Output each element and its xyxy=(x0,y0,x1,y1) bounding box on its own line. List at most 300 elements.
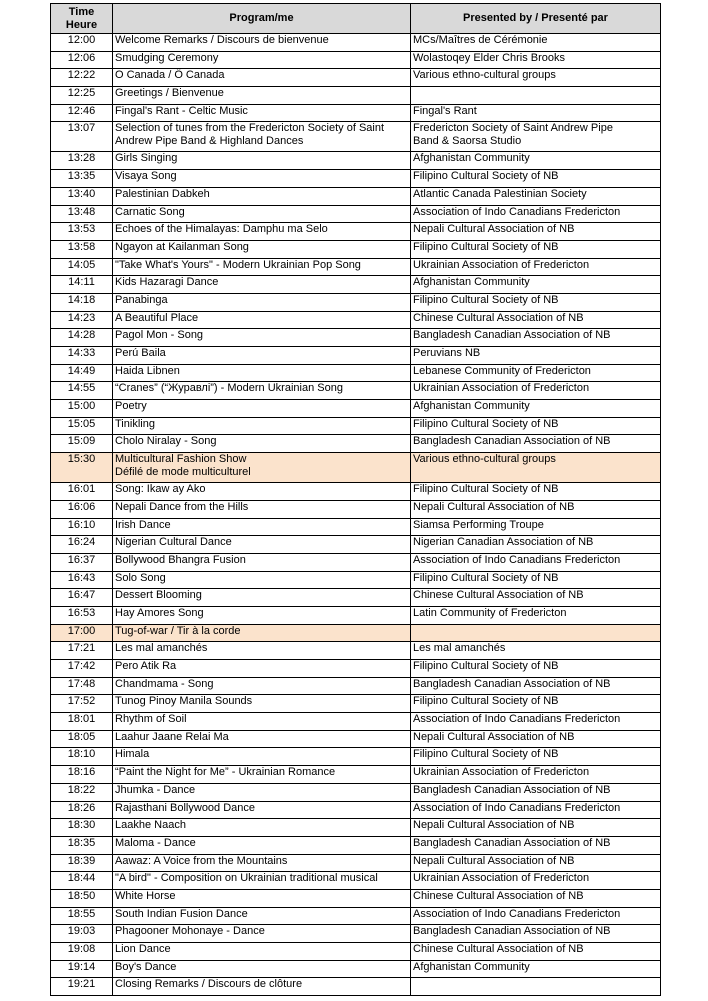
program-cell xyxy=(113,311,411,329)
program-text: Tunog Pinoy Manila Sounds xyxy=(115,695,253,708)
program-text: Tinikling xyxy=(115,417,155,430)
schedule-row xyxy=(51,624,661,642)
program-cell xyxy=(113,104,411,122)
time-cell: 16:43 xyxy=(51,571,113,589)
program-cell xyxy=(113,925,411,943)
program-cell xyxy=(113,382,411,400)
schedule-row xyxy=(51,187,661,205)
time-cell: 16:47 xyxy=(51,589,113,607)
program-text: Rhythm of Soil xyxy=(115,713,187,726)
schedule-row xyxy=(51,240,661,258)
presenter-text: Association of Indo Canadians Fredericton xyxy=(413,205,621,218)
time-cell: 17:48 xyxy=(51,677,113,695)
presenter-text: Filipino Cultural Society of NB xyxy=(413,293,559,306)
presenter-text: Chinese Cultural Association of NB xyxy=(413,943,584,955)
program-cell xyxy=(113,677,411,695)
program-cell xyxy=(113,660,411,678)
schedule-row xyxy=(51,713,661,731)
program-cell xyxy=(113,205,411,223)
program-cell xyxy=(113,854,411,872)
program-text: Laakhe Naach xyxy=(115,819,186,832)
program-text: Andrew Pipe Band & Highland Dances xyxy=(115,135,304,148)
program-cell xyxy=(113,624,411,642)
time-cell: 13:48 xyxy=(51,205,113,223)
presenter-cell xyxy=(411,836,661,854)
schedule-row xyxy=(51,660,661,678)
time-cell: 12:22 xyxy=(51,69,113,87)
presenter-cell xyxy=(411,382,661,400)
presenter-cell xyxy=(411,51,661,69)
program-text: “Cranes” (“Журавлі”) - Modern Ukrainian Song xyxy=(115,382,343,395)
program-cell xyxy=(113,347,411,365)
program-cell xyxy=(113,276,411,294)
time-cell: 16:10 xyxy=(51,518,113,536)
presenter-cell xyxy=(411,925,661,943)
program-text: Kids Hazaragi Dance xyxy=(115,276,219,289)
presenter-text: Chinese Cultural Association of NB xyxy=(413,889,584,902)
presenter-text: Filipino Cultural Society of NB xyxy=(413,695,559,708)
schedule-row xyxy=(51,400,661,418)
time-cell: 12:25 xyxy=(51,87,113,105)
time-cell: 17:21 xyxy=(51,642,113,660)
schedule-row xyxy=(51,122,661,152)
program-cell xyxy=(113,766,411,784)
time-cell: 17:00 xyxy=(51,624,113,642)
presenter-text: MCs/Maîtres de Cérémonie xyxy=(413,34,548,46)
program-header: Program/me xyxy=(113,4,411,34)
presenter-cell xyxy=(411,435,661,453)
time-cell: 15:00 xyxy=(51,400,113,418)
time-cell: 13:35 xyxy=(51,170,113,188)
time-cell: 15:30 xyxy=(51,453,113,483)
program-text: Lion Dance xyxy=(115,943,171,955)
schedule-body xyxy=(51,34,661,996)
schedule-row xyxy=(51,205,661,223)
time-cell: 16:01 xyxy=(51,483,113,501)
presenter-cell xyxy=(411,589,661,607)
schedule-row xyxy=(51,329,661,347)
presenter-text: Lebanese Community of Fredericton xyxy=(413,364,591,377)
time-cell: 18:55 xyxy=(51,907,113,925)
presenter-text: Filipino Cultural Society of NB xyxy=(413,170,559,183)
program-cell xyxy=(113,943,411,961)
program-text: Welcome Remarks / Discours de bienvenue xyxy=(115,34,329,46)
time-cell: 13:53 xyxy=(51,223,113,241)
presenter-text: Chinese Cultural Association of NB xyxy=(413,589,584,602)
program-cell xyxy=(113,240,411,258)
presenter-cell xyxy=(411,730,661,748)
schedule-row xyxy=(51,889,661,907)
program-text: Pero Atik Ra xyxy=(115,660,177,672)
presenter-cell xyxy=(411,34,661,52)
presenter-cell xyxy=(411,483,661,501)
presenter-text: Bangladesh Canadian Association of NB xyxy=(413,329,611,342)
program-cell xyxy=(113,170,411,188)
presenter-cell xyxy=(411,766,661,784)
presenter-text: Bangladesh Canadian Association of NB xyxy=(413,677,611,690)
time-cell: 12:46 xyxy=(51,104,113,122)
time-cell: 18:16 xyxy=(51,766,113,784)
presenter-text: Association of Indo Canadians Fredericton xyxy=(413,553,621,566)
presenter-text: Association of Indo Canadians Fredericton xyxy=(413,907,621,920)
schedule-row xyxy=(51,589,661,607)
program-cell xyxy=(113,258,411,276)
program-text: "A bird" - Composition on Ukrainian traditional musical xyxy=(115,872,378,885)
schedule-row xyxy=(51,854,661,872)
header-row xyxy=(51,4,661,34)
schedule-row xyxy=(51,872,661,890)
presenter-cell xyxy=(411,69,661,87)
time-cell: 19:03 xyxy=(51,925,113,943)
time-cell: 18:01 xyxy=(51,713,113,731)
program-text: Les mal amanchés xyxy=(115,642,208,655)
time-cell: 19:08 xyxy=(51,943,113,961)
presenter-text: Atlantic Canada Palestinian Society xyxy=(413,187,587,200)
program-text: Dessert Blooming xyxy=(115,589,202,602)
program-text: Laahur Jaane Relai Ma xyxy=(115,730,229,743)
presenter-cell xyxy=(411,170,661,188)
presenter-cell xyxy=(411,960,661,978)
program-text: Smudging Ceremony xyxy=(115,51,219,64)
presenter-cell xyxy=(411,642,661,660)
time-cell: 18:50 xyxy=(51,889,113,907)
program-cell xyxy=(113,518,411,536)
schedule-row xyxy=(51,104,661,122)
schedule-row xyxy=(51,695,661,713)
program-text: Nepali Dance from the Hills xyxy=(115,500,249,513)
program-cell xyxy=(113,872,411,890)
program-text: South Indian Fusion Dance xyxy=(115,907,248,920)
presenter-cell xyxy=(411,872,661,890)
presenter-cell xyxy=(411,104,661,122)
presenter-cell xyxy=(411,553,661,571)
program-text: Tug-of-war / Tir à la corde xyxy=(115,624,241,637)
presenter-cell xyxy=(411,571,661,589)
time-cell: 19:21 xyxy=(51,978,113,996)
schedule-row xyxy=(51,453,661,483)
presenter-cell xyxy=(411,889,661,907)
presenter-text: Ukrainian Association of Fredericton xyxy=(413,766,590,779)
program-text: Carnatic Song xyxy=(115,205,185,218)
program-text: Nigerian Cultural Dance xyxy=(115,536,232,549)
presenter-cell xyxy=(411,364,661,382)
presenter-text: Nigerian Canadian Association of NB xyxy=(413,536,594,549)
presenter-cell xyxy=(411,417,661,435)
presenter-cell xyxy=(411,783,661,801)
program-text: A Beautiful Place xyxy=(115,311,199,324)
program-text: Visaya Song xyxy=(115,170,177,183)
schedule-row xyxy=(51,223,661,241)
presenter-cell xyxy=(411,347,661,365)
schedule-row xyxy=(51,347,661,365)
presenter-text: Siamsa Performing Troupe xyxy=(413,518,544,531)
schedule-row xyxy=(51,51,661,69)
presenter-text: Fingal's Rant xyxy=(413,104,477,117)
time-cell: 12:06 xyxy=(51,51,113,69)
program-text: White Horse xyxy=(115,889,176,902)
presenter-text: Afghanistan Community xyxy=(413,400,530,413)
presenter-text: Association of Indo Canadians Fredericton xyxy=(413,801,621,814)
program-cell xyxy=(113,329,411,347)
presenter-text: Nepali Cultural Association of NB xyxy=(413,730,575,743)
schedule-row xyxy=(51,258,661,276)
program-text: Girls Singing xyxy=(115,152,178,165)
presenter-cell xyxy=(411,152,661,170)
program-text: Jhumka - Dance xyxy=(115,783,196,796)
program-cell xyxy=(113,152,411,170)
schedule-row xyxy=(51,677,661,695)
presenter-cell xyxy=(411,122,661,152)
program-text: Selection of tunes from the Fredericton Society of Saint xyxy=(115,122,385,135)
presenter-text: Afghanistan Community xyxy=(413,152,530,165)
presenter-cell xyxy=(411,400,661,418)
program-text: O Canada / Ô Canada xyxy=(115,69,225,82)
schedule-row xyxy=(51,34,661,52)
presenter-text: Ukrainian Association of Fredericton xyxy=(413,872,590,885)
schedule-row xyxy=(51,730,661,748)
program-text: “Paint the Night for Me” - Ukrainian Romance xyxy=(115,766,336,779)
time-cell: 16:37 xyxy=(51,553,113,571)
time-cell: 14:55 xyxy=(51,382,113,400)
program-cell xyxy=(113,364,411,382)
time-cell: 18:30 xyxy=(51,819,113,837)
presenter-cell xyxy=(411,453,661,483)
schedule-row xyxy=(51,571,661,589)
time-header-line2: Heure xyxy=(65,18,98,31)
program-cell xyxy=(113,500,411,518)
program-text: Perú Baila xyxy=(115,347,166,359)
presenter-text: Filipino Cultural Society of NB xyxy=(413,417,559,430)
program-cell xyxy=(113,907,411,925)
program-cell xyxy=(113,223,411,241)
presenter-cell xyxy=(411,677,661,695)
program-cell xyxy=(113,293,411,311)
presenter-text: Wolastoqey Elder Chris Brooks xyxy=(413,51,566,64)
program-text: Palestinian Dabkeh xyxy=(115,187,210,200)
schedule-row xyxy=(51,87,661,105)
presenter-text: Ukrainian Association of Fredericton xyxy=(413,258,590,271)
schedule-row xyxy=(51,417,661,435)
schedule-row xyxy=(51,606,661,624)
presenter-cell xyxy=(411,87,661,105)
program-cell xyxy=(113,783,411,801)
presenter-text: Bangladesh Canadian Association of NB xyxy=(413,435,611,448)
presenter-cell xyxy=(411,748,661,766)
program-text: Défilé de mode multiculturel xyxy=(115,466,251,479)
schedule-row xyxy=(51,783,661,801)
program-text: Closing Remarks / Discours de clôture xyxy=(115,978,303,991)
program-text: Solo Song xyxy=(115,571,166,584)
program-cell xyxy=(113,435,411,453)
schedule-row xyxy=(51,553,661,571)
program-cell xyxy=(113,642,411,660)
presenter-cell xyxy=(411,223,661,241)
program-cell xyxy=(113,606,411,624)
presenter-cell xyxy=(411,518,661,536)
presenter-text: Les mal amanchés xyxy=(413,642,506,655)
presenter-text: Filipino Cultural Society of NB xyxy=(413,240,559,253)
schedule-row xyxy=(51,836,661,854)
program-text: Ngayon at Kailanman Song xyxy=(115,240,249,253)
time-cell: 18:39 xyxy=(51,854,113,872)
time-cell: 14:05 xyxy=(51,258,113,276)
program-cell xyxy=(113,417,411,435)
schedule-row xyxy=(51,819,661,837)
program-cell xyxy=(113,483,411,501)
presenter-text: Band & Saorsa Studio xyxy=(413,135,522,148)
time-cell: 16:06 xyxy=(51,500,113,518)
schedule-row xyxy=(51,943,661,961)
time-cell: 17:52 xyxy=(51,695,113,713)
presenter-cell xyxy=(411,293,661,311)
presenter-text: Ukrainian Association of Fredericton xyxy=(413,382,590,395)
schedule-row xyxy=(51,311,661,329)
presenter-text: Bangladesh Canadian Association of NB xyxy=(413,925,611,938)
time-cell: 13:58 xyxy=(51,240,113,258)
time-cell: 18:44 xyxy=(51,872,113,890)
schedule-row xyxy=(51,152,661,170)
time-cell: 13:28 xyxy=(51,152,113,170)
presenter-text: Various ethno-cultural groups xyxy=(413,69,556,82)
presenter-text: Nepali Cultural Association of NB xyxy=(413,223,575,236)
program-cell xyxy=(113,713,411,731)
program-text: Boy's Dance xyxy=(115,960,177,973)
schedule-row xyxy=(51,276,661,294)
program-text: Song: Ikaw ay Ako xyxy=(115,483,206,496)
program-cell xyxy=(113,801,411,819)
presenter-text: Chinese Cultural Association of NB xyxy=(413,311,584,324)
presenter-text: Filipino Cultural Society of NB xyxy=(413,483,559,496)
time-cell: 14:23 xyxy=(51,311,113,329)
schedule-row xyxy=(51,536,661,554)
program-text: Aawaz: A Voice from the Mountains xyxy=(115,854,288,867)
presenter-cell xyxy=(411,854,661,872)
program-text: Pagol Mon - Song xyxy=(115,329,204,342)
program-cell xyxy=(113,553,411,571)
time-cell: 18:26 xyxy=(51,801,113,819)
time-cell: 14:18 xyxy=(51,293,113,311)
schedule-table xyxy=(50,3,661,996)
time-cell: 13:40 xyxy=(51,187,113,205)
presenter-cell xyxy=(411,329,661,347)
program-cell xyxy=(113,836,411,854)
schedule-row xyxy=(51,766,661,784)
program-cell xyxy=(113,122,411,152)
presenter-cell xyxy=(411,907,661,925)
time-cell: 15:09 xyxy=(51,435,113,453)
program-cell xyxy=(113,730,411,748)
program-text: Echoes of the Himalayas: Damphu ma Selo xyxy=(115,223,328,236)
schedule-row xyxy=(51,907,661,925)
time-cell: 14:49 xyxy=(51,364,113,382)
schedule-row xyxy=(51,748,661,766)
presenter-cell xyxy=(411,943,661,961)
schedule-row xyxy=(51,293,661,311)
program-text: Bollywood Bhangra Fusion xyxy=(115,553,246,566)
presenter-cell xyxy=(411,205,661,223)
program-cell xyxy=(113,453,411,483)
presenter-cell xyxy=(411,819,661,837)
presenter-cell xyxy=(411,187,661,205)
schedule-row xyxy=(51,364,661,382)
program-cell xyxy=(113,978,411,996)
program-text: Phagooner Mohonaye - Dance xyxy=(115,925,265,938)
program-cell xyxy=(113,819,411,837)
program-text: Irish Dance xyxy=(115,518,171,531)
program-cell xyxy=(113,748,411,766)
presenter-text: Latin Community of Fredericton xyxy=(413,606,567,619)
schedule-row xyxy=(51,483,661,501)
presenter-text: Nepali Cultural Association of NB xyxy=(413,500,575,513)
program-cell xyxy=(113,69,411,87)
program-text: Poetry xyxy=(115,400,147,413)
presenter-cell xyxy=(411,276,661,294)
presenter-cell xyxy=(411,801,661,819)
time-cell: 19:14 xyxy=(51,960,113,978)
time-cell: 18:22 xyxy=(51,783,113,801)
program-cell xyxy=(113,400,411,418)
presenter-cell xyxy=(411,978,661,996)
schedule-row xyxy=(51,978,661,996)
time-cell: 18:35 xyxy=(51,836,113,854)
program-text: Hay Amores Song xyxy=(115,606,204,619)
schedule-row xyxy=(51,500,661,518)
program-text: Haida Libnen xyxy=(115,364,180,377)
presenter-cell xyxy=(411,258,661,276)
program-cell xyxy=(113,51,411,69)
schedule-row xyxy=(51,69,661,87)
presenter-text: Nepali Cultural Association of NB xyxy=(413,819,575,832)
presenter-cell xyxy=(411,240,661,258)
program-cell xyxy=(113,889,411,907)
schedule-row xyxy=(51,801,661,819)
presenter-cell xyxy=(411,536,661,554)
program-text: Fingal's Rant - Celtic Music xyxy=(115,104,248,117)
program-cell xyxy=(113,34,411,52)
program-text: Rajasthani Bollywood Dance xyxy=(115,801,256,814)
time-cell: 16:24 xyxy=(51,536,113,554)
time-header-line1: Time xyxy=(68,5,95,18)
presenter-text: Afghanistan Community xyxy=(413,276,530,289)
presenter-cell xyxy=(411,311,661,329)
time-cell: 17:42 xyxy=(51,660,113,678)
schedule-row xyxy=(51,382,661,400)
program-text: Maloma - Dance xyxy=(115,836,196,849)
presenter-text: Peruvians NB xyxy=(413,347,481,359)
program-text: "Take What's Yours" - Modern Ukrainian Pop Song xyxy=(115,258,361,271)
presenter-header: Presented by / Presenté par xyxy=(411,4,661,34)
program-cell xyxy=(113,87,411,105)
time-cell: 16:53 xyxy=(51,606,113,624)
presenter-text: Association of Indo Canadians Fredericton xyxy=(413,713,621,726)
time-cell: 14:11 xyxy=(51,276,113,294)
program-text: Himala xyxy=(115,748,150,761)
time-cell: 13:07 xyxy=(51,122,113,152)
presenter-cell xyxy=(411,660,661,678)
program-text: Cholo Niralay - Song xyxy=(115,435,217,448)
presenter-text: Fredericton Society of Saint Andrew Pipe xyxy=(413,122,613,135)
program-text: Greetings / Bienvenue xyxy=(115,87,224,100)
schedule-row xyxy=(51,925,661,943)
presenter-text: Filipino Cultural Society of NB xyxy=(413,660,559,672)
program-cell xyxy=(113,589,411,607)
program-text: Panabinga xyxy=(115,293,168,306)
program-cell xyxy=(113,536,411,554)
presenter-text: Filipino Cultural Society of NB xyxy=(413,571,559,584)
time-cell: 14:28 xyxy=(51,329,113,347)
program-text: Multicultural Fashion Show xyxy=(115,453,247,466)
presenter-cell xyxy=(411,695,661,713)
